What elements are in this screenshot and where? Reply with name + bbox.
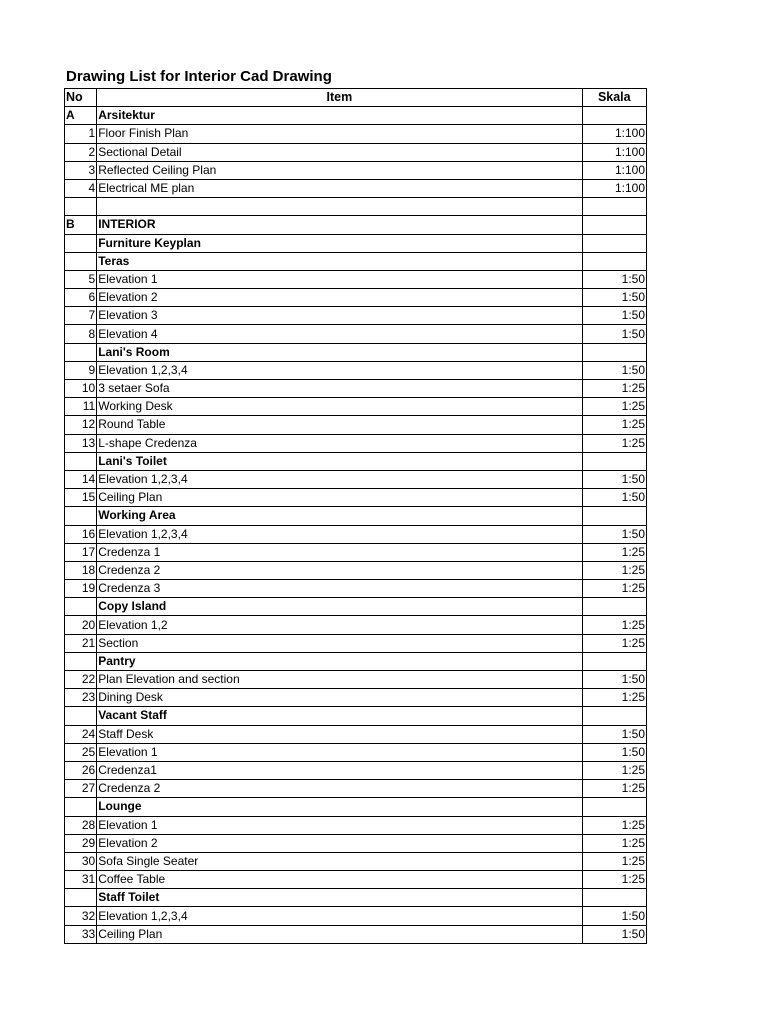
row-item-cell: Elevation 1,2: [97, 616, 582, 634]
row-item-cell: Sectional Detail: [97, 143, 582, 161]
row-item-cell: Elevation 1: [97, 816, 582, 834]
row-number-cell: 22: [65, 671, 97, 689]
table-row: [65, 143, 647, 161]
row-number-cell: 11: [65, 398, 97, 416]
row-number-cell: 12: [65, 416, 97, 434]
row-number-cell: 19: [65, 580, 97, 598]
row-number-cell: 24: [65, 725, 97, 743]
row-skala-cell: 1:50: [582, 270, 646, 288]
table-row: [65, 598, 647, 616]
row-number-cell: 16: [65, 525, 97, 543]
row-skala-cell: 1:25: [582, 416, 646, 434]
table-row: [65, 270, 647, 288]
row-item-cell: Elevation 2: [97, 834, 582, 852]
table-row: [65, 252, 647, 270]
row-skala-cell: 1:25: [582, 543, 646, 561]
row-number-cell: 4: [65, 179, 97, 197]
row-skala-cell: 1:50: [582, 325, 646, 343]
row-number-cell: B: [65, 216, 97, 234]
row-skala-cell: 1:50: [582, 907, 646, 925]
row-item-cell: Pantry: [97, 652, 582, 670]
table-row: [65, 470, 647, 488]
table-row: [65, 743, 647, 761]
row-number-cell: [65, 252, 97, 270]
table-row: [65, 543, 647, 561]
row-number-cell: [65, 652, 97, 670]
row-number-cell: 7: [65, 307, 97, 325]
row-number-cell: [65, 343, 97, 361]
table-row: [65, 507, 647, 525]
row-item-cell: Staff Desk: [97, 725, 582, 743]
row-skala-cell: 1:25: [582, 561, 646, 579]
row-skala-cell: 1:25: [582, 634, 646, 652]
row-item-cell: Arsitektur: [97, 107, 582, 125]
row-skala-cell: 1:50: [582, 361, 646, 379]
row-skala-cell: [582, 507, 646, 525]
table-row: [65, 871, 647, 889]
row-number-cell: 27: [65, 780, 97, 798]
row-skala-cell: 1:25: [582, 616, 646, 634]
row-number-cell: 26: [65, 761, 97, 779]
table-header-row: [65, 89, 647, 107]
row-skala-cell: [582, 652, 646, 670]
row-number-cell: A: [65, 107, 97, 125]
row-skala-cell: 1:50: [582, 671, 646, 689]
row-number-cell: [65, 452, 97, 470]
table-row: [65, 525, 647, 543]
row-item-cell: Coffee Table: [97, 871, 582, 889]
row-number-cell: [65, 707, 97, 725]
row-item-cell: Credenza 1: [97, 543, 582, 561]
row-item-cell: Reflected Ceiling Plan: [97, 161, 582, 179]
row-number-cell: 1: [65, 125, 97, 143]
table-row: [65, 689, 647, 707]
table-row: [65, 325, 647, 343]
row-skala-cell: 1:100: [582, 179, 646, 197]
row-item-cell: Section: [97, 634, 582, 652]
table-row: [65, 761, 647, 779]
row-item-cell: Credenza 2: [97, 780, 582, 798]
row-skala-cell: 1:50: [582, 743, 646, 761]
table-row: [65, 161, 647, 179]
row-skala-cell: 1:25: [582, 852, 646, 870]
row-item-cell: Ceiling Plan: [97, 925, 582, 943]
row-item-cell: Elevation 1: [97, 270, 582, 288]
row-number-cell: 9: [65, 361, 97, 379]
row-skala-cell: 1:50: [582, 725, 646, 743]
row-item-cell: Elevation 2: [97, 289, 582, 307]
row-number-cell: 18: [65, 561, 97, 579]
row-number-cell: 3: [65, 161, 97, 179]
row-number-cell: [65, 798, 97, 816]
row-skala-cell: 1:50: [582, 289, 646, 307]
row-item-cell: Plan Elevation and section: [97, 671, 582, 689]
row-number-cell: 2: [65, 143, 97, 161]
row-skala-cell: [582, 107, 646, 125]
table-row: [65, 361, 647, 379]
table-row: [65, 289, 647, 307]
table-row: [65, 179, 647, 197]
row-item-cell: Electrical ME plan: [97, 179, 582, 197]
table-row: [65, 671, 647, 689]
row-item-cell: Copy Island: [97, 598, 582, 616]
row-item-cell: 3 setaer Sofa: [97, 380, 582, 398]
row-skala-cell: 1:25: [582, 398, 646, 416]
row-item-cell: Elevation 1,2,3,4: [97, 907, 582, 925]
table-row: [65, 852, 647, 870]
row-skala-cell: 1:25: [582, 689, 646, 707]
row-item-cell: Dining Desk: [97, 689, 582, 707]
row-number-cell: 17: [65, 543, 97, 561]
row-skala-cell: [582, 598, 646, 616]
row-number-cell: 32: [65, 907, 97, 925]
row-item-cell: Elevation 4: [97, 325, 582, 343]
row-skala-cell: 1:100: [582, 143, 646, 161]
row-skala-cell: 1:50: [582, 525, 646, 543]
row-item-cell: Working Area: [97, 507, 582, 525]
row-skala-cell: [582, 198, 646, 216]
row-skala-cell: 1:25: [582, 434, 646, 452]
table-row: [65, 580, 647, 598]
table-row: [65, 834, 647, 852]
row-item-cell: Sofa Single Seater: [97, 852, 582, 870]
table-row: [65, 561, 647, 579]
row-item-cell: INTERIOR: [97, 216, 582, 234]
row-item-cell: Lani's Room: [97, 343, 582, 361]
table-row: [65, 489, 647, 507]
row-number-cell: 25: [65, 743, 97, 761]
table-row: [65, 634, 647, 652]
table-row: [65, 343, 647, 361]
row-number-cell: 13: [65, 434, 97, 452]
row-skala-cell: [582, 252, 646, 270]
table-row: [65, 889, 647, 907]
row-item-cell: Round Table: [97, 416, 582, 434]
row-item-cell: Credenza1: [97, 761, 582, 779]
row-number-cell: 23: [65, 689, 97, 707]
table-row: [65, 925, 647, 943]
row-skala-cell: [582, 452, 646, 470]
row-number-cell: 14: [65, 470, 97, 488]
row-number-cell: 28: [65, 816, 97, 834]
row-item-cell: [97, 198, 582, 216]
row-skala-cell: 1:25: [582, 834, 646, 852]
row-skala-cell: [582, 343, 646, 361]
row-skala-cell: 1:25: [582, 761, 646, 779]
row-skala-cell: 1:25: [582, 871, 646, 889]
table-row: [65, 616, 647, 634]
row-number-cell: 30: [65, 852, 97, 870]
row-skala-cell: 1:100: [582, 125, 646, 143]
row-skala-cell: 1:25: [582, 780, 646, 798]
row-number-cell: [65, 598, 97, 616]
table-row: [65, 125, 647, 143]
table-row: [65, 198, 647, 216]
row-skala-cell: [582, 216, 646, 234]
row-skala-cell: 1:25: [582, 380, 646, 398]
row-item-cell: Elevation 1,2,3,4: [97, 525, 582, 543]
row-skala-cell: 1:25: [582, 816, 646, 834]
table-row: [65, 416, 647, 434]
row-number-cell: [65, 507, 97, 525]
row-item-cell: Furniture Keyplan: [97, 234, 582, 252]
table-row: [65, 216, 647, 234]
row-item-cell: Lounge: [97, 798, 582, 816]
row-number-cell: 33: [65, 925, 97, 943]
row-number-cell: 31: [65, 871, 97, 889]
row-number-cell: [65, 234, 97, 252]
row-number-cell: [65, 889, 97, 907]
table-row: [65, 725, 647, 743]
row-item-cell: Credenza 3: [97, 580, 582, 598]
row-item-cell: Working Desk: [97, 398, 582, 416]
row-number-cell: 21: [65, 634, 97, 652]
table-row: [65, 798, 647, 816]
row-number-cell: 15: [65, 489, 97, 507]
table-row: [65, 780, 647, 798]
table-row: [65, 107, 647, 125]
row-skala-cell: 1:50: [582, 307, 646, 325]
header-skala: Skala: [582, 89, 646, 107]
row-item-cell: Floor Finish Plan: [97, 125, 582, 143]
table-row: [65, 707, 647, 725]
document-title: Drawing List for Interior Cad Drawing: [66, 68, 332, 85]
table-row: [65, 234, 647, 252]
row-skala-cell: 1:50: [582, 489, 646, 507]
row-item-cell: Elevation 1,2,3,4: [97, 470, 582, 488]
table-row: [65, 434, 647, 452]
drawing-list-table: [64, 88, 647, 944]
row-number-cell: 8: [65, 325, 97, 343]
row-skala-cell: 1:25: [582, 580, 646, 598]
row-skala-cell: 1:50: [582, 470, 646, 488]
row-number-cell: [65, 198, 97, 216]
row-number-cell: 5: [65, 270, 97, 288]
row-item-cell: Elevation 1: [97, 743, 582, 761]
row-number-cell: 6: [65, 289, 97, 307]
row-item-cell: Credenza 2: [97, 561, 582, 579]
row-number-cell: 10: [65, 380, 97, 398]
row-skala-cell: [582, 234, 646, 252]
row-skala-cell: 1:50: [582, 925, 646, 943]
row-item-cell: Staff Toilet: [97, 889, 582, 907]
table-row: [65, 380, 647, 398]
row-skala-cell: [582, 707, 646, 725]
row-skala-cell: [582, 798, 646, 816]
table-row: [65, 452, 647, 470]
table-row: [65, 307, 647, 325]
table-body: [65, 107, 647, 944]
row-item-cell: Elevation 1,2,3,4: [97, 361, 582, 379]
row-item-cell: Ceiling Plan: [97, 489, 582, 507]
row-skala-cell: 1:100: [582, 161, 646, 179]
row-item-cell: L-shape Credenza: [97, 434, 582, 452]
row-item-cell: Teras: [97, 252, 582, 270]
row-item-cell: Elevation 3: [97, 307, 582, 325]
row-item-cell: Vacant Staff: [97, 707, 582, 725]
row-item-cell: Lani's Toilet: [97, 452, 582, 470]
row-number-cell: 29: [65, 834, 97, 852]
header-no: No: [65, 89, 97, 107]
table-row: [65, 816, 647, 834]
table-row: [65, 652, 647, 670]
row-skala-cell: [582, 889, 646, 907]
header-item: Item: [97, 89, 582, 107]
row-number-cell: 20: [65, 616, 97, 634]
table-row: [65, 907, 647, 925]
table-row: [65, 398, 647, 416]
